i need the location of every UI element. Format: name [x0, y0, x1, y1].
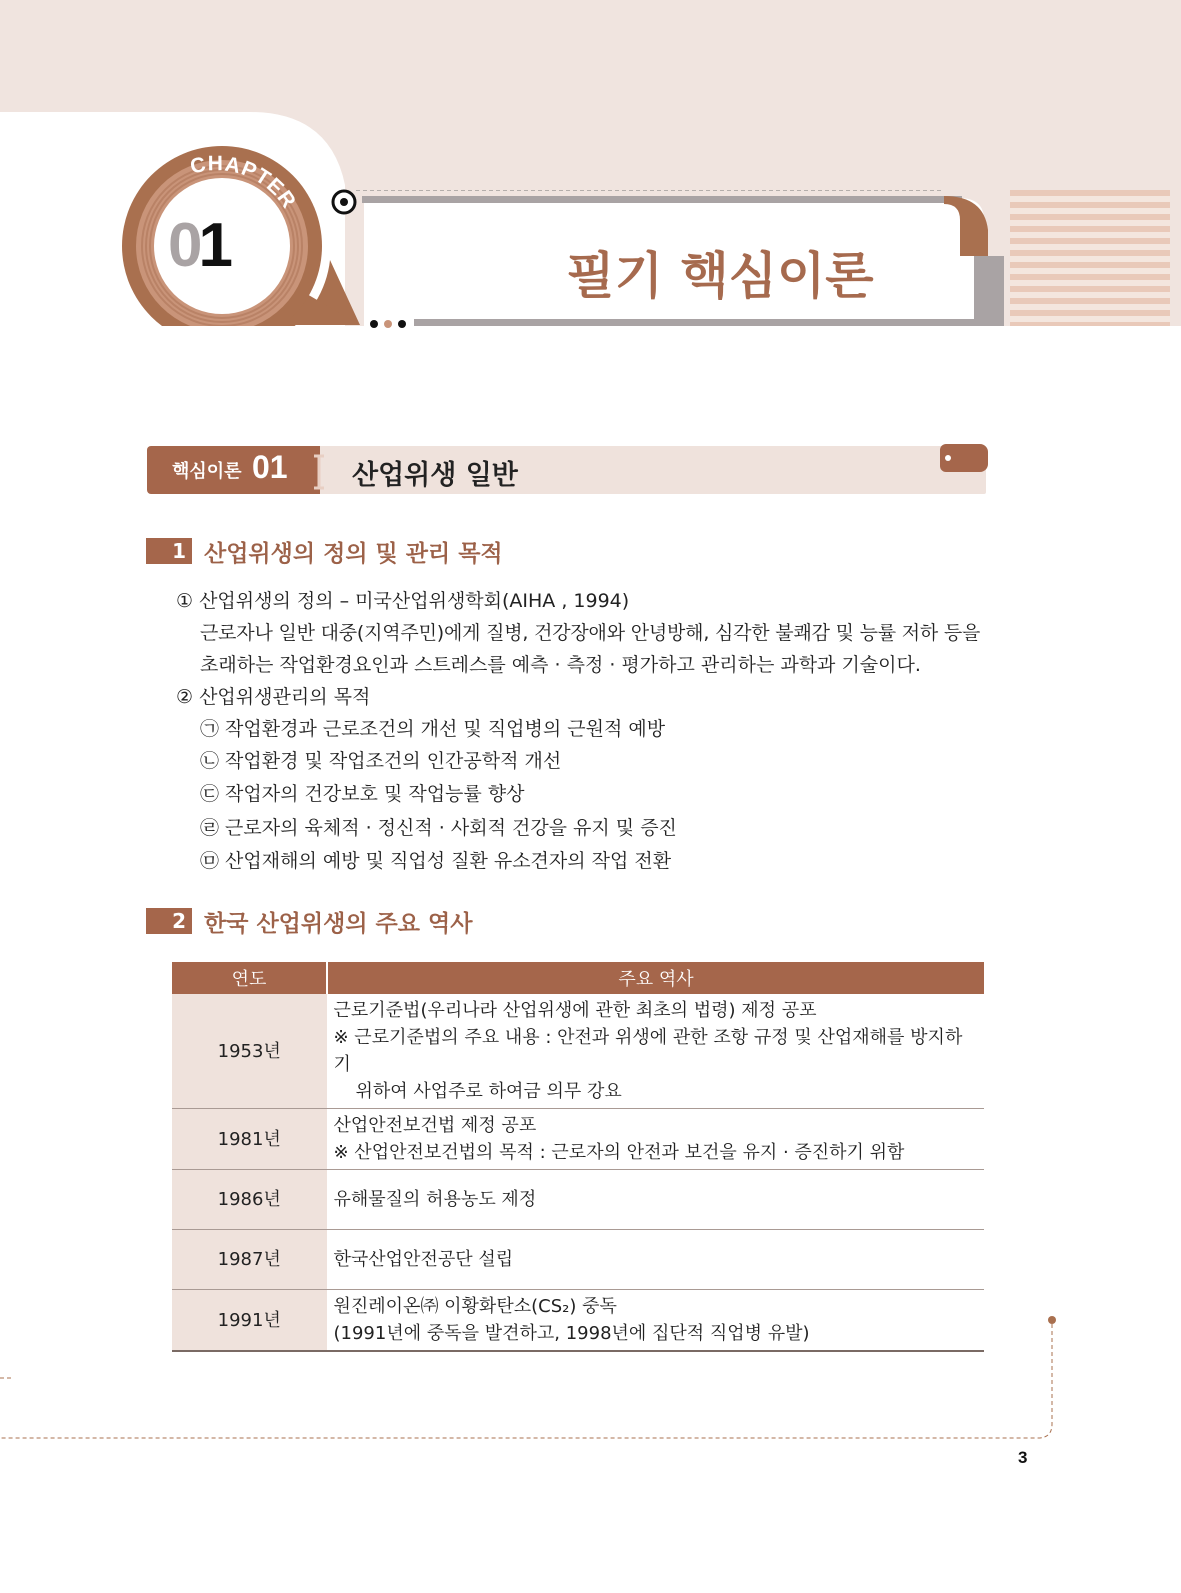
table-header-row	[172, 962, 984, 994]
page-number: 3	[1018, 1448, 1028, 1467]
purpose-item: ㉤ 산업재해의 예방 및 직업성 질환 유소견자의 작업 전환	[200, 850, 672, 872]
purpose-item: ㉣ 근로자의 육체적 · 정신적 · 사회적 건강을 유지 및 증진	[200, 817, 677, 839]
purpose-item: ㉢ 작업자의 건강보호 및 작업능률 향상	[200, 783, 525, 805]
history-table	[172, 962, 984, 1352]
subsection-number: 1	[172, 539, 186, 563]
subsection-number: 2	[172, 909, 186, 933]
history-line: 유해물질의 허용농도 제정	[333, 1189, 537, 1210]
history-line: ※ 근로기준법의 주요 내용 : 안전과 위생에 관한 조항 규정 및 산업재해를 방지하기	[333, 1027, 963, 1075]
subsection-number-box	[146, 908, 192, 934]
page-title: 필기 핵심이론	[566, 247, 874, 305]
table-cell-history	[327, 1230, 984, 1290]
svg-text:CHAPTER	[188, 152, 300, 213]
table-row	[172, 994, 984, 1109]
chapter-number: 01	[168, 211, 229, 280]
subsection-number-box	[146, 538, 192, 564]
history-line: 한국산업안전공단 설립	[333, 1249, 514, 1270]
table-header-history: 주요 역사	[327, 962, 984, 994]
section-title: 산업위생 일반	[352, 460, 518, 491]
section-tab-dot	[945, 455, 951, 461]
table-row	[172, 1230, 984, 1290]
subsection-title: 한국 산업위생의 주요 역사	[204, 911, 473, 937]
history-line: 원진레이온㈜ 이황화탄소(CS₂) 중독	[333, 1296, 617, 1317]
footer-dashed-border	[0, 1312, 1181, 1452]
table-cell-year: 1991년	[172, 1290, 327, 1352]
table-row	[172, 1109, 984, 1170]
section-clip-icon	[310, 452, 328, 492]
table-cell-year: 1953년	[172, 994, 327, 1109]
definition-heading: ① 산업위생의 정의 – 미국산업위생학회(AIHA , 1994)	[176, 590, 630, 612]
section-label: 핵심이론	[172, 461, 242, 482]
history-line: 근로기준법(우리나라 산업위생에 관한 최초의 법령) 제정 공포	[333, 1000, 817, 1021]
table-cell-year: 1986년	[172, 1170, 327, 1230]
history-line: 산업안전보건법 제정 공포	[333, 1115, 537, 1136]
header-stripes	[1010, 190, 1170, 326]
table-cell-history	[327, 1170, 984, 1230]
chapter-word-text: CHAPTER	[188, 152, 301, 214]
subsection-title: 산업위생의 정의 및 관리 목적	[204, 541, 503, 567]
purpose-item: ㉡ 작업환경 및 작업조건의 인간공학적 개선	[200, 750, 562, 772]
definition-text-line1: 근로자나 일반 대중(지역주민)에게 질병, 건강장애와 안녕방해, 심각한 불쾌감 및 능률 저하 등을	[200, 622, 981, 644]
definition-text-line2: 초래하는 작업환경요인과 스트레스를 예측 · 측정 · 평가하고 관리하는 과학과 기술이다.	[200, 654, 921, 676]
table-cell-history	[327, 994, 984, 1109]
section-number: 01	[252, 449, 288, 485]
history-line: ※ 산업안전보건법의 목적 : 근로자의 안전과 보건을 유지 · 증진하기 위함	[333, 1142, 905, 1163]
history-line: 위하여 사업주로 하여금 의무 강요	[355, 1081, 622, 1102]
table-cell-history	[327, 1109, 984, 1170]
target-icon	[330, 188, 358, 216]
history-line: (1991년에 중독을 발견하고, 1998년에 집단적 직업병 유발)	[333, 1323, 810, 1344]
dots-icon	[368, 318, 412, 330]
purpose-heading: ② 산업위생관리의 목적	[176, 686, 371, 708]
purpose-item: ㉠ 작업환경과 근로조건의 개선 및 직업병의 근원적 예방	[200, 718, 666, 740]
table-header-year: 연도	[172, 962, 327, 994]
table-row	[172, 1170, 984, 1230]
table-cell-year: 1987년	[172, 1230, 327, 1290]
table-cell-year: 1981년	[172, 1109, 327, 1170]
